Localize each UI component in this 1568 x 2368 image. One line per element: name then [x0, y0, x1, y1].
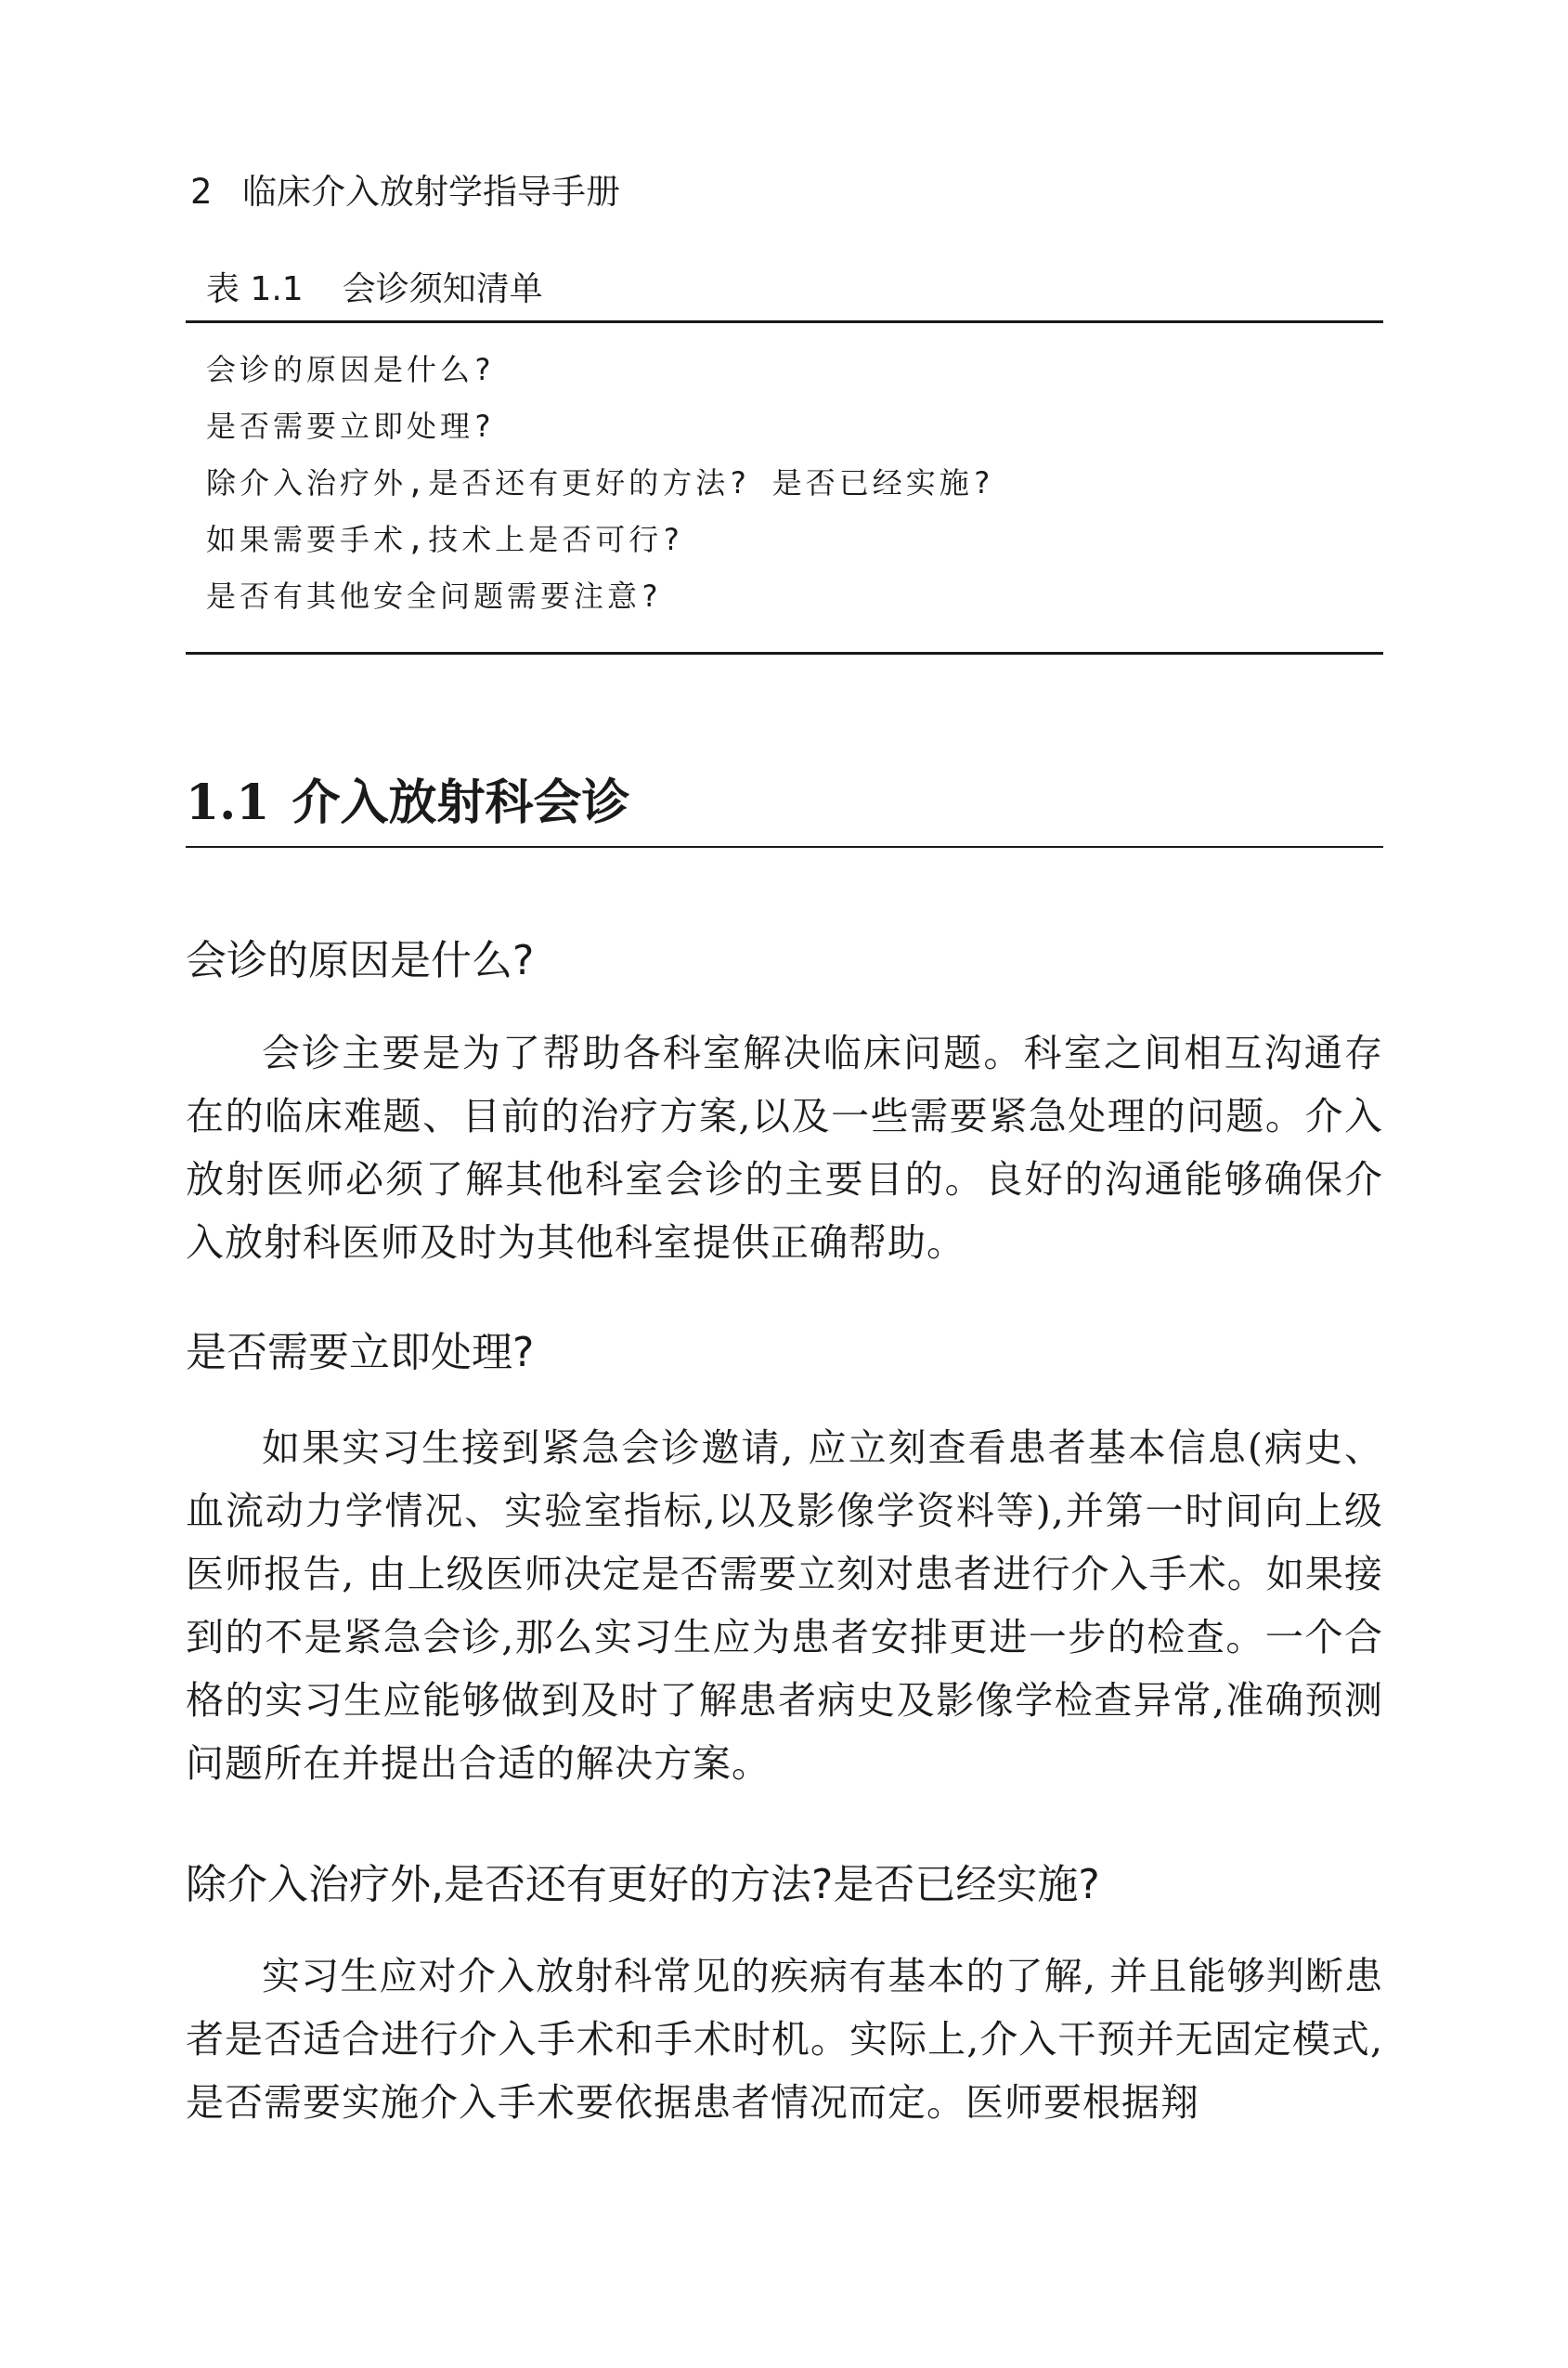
page-number: 2	[190, 172, 213, 212]
section-title: 介入放射科会诊	[292, 774, 630, 831]
subsection-heading: 会诊的原因是什么?	[186, 937, 535, 984]
running-head	[190, 169, 620, 215]
checklist-item: 是否需要立即处理?	[206, 409, 496, 444]
checklist-table	[206, 342, 1367, 625]
body-paragraph: 会诊主要是为了帮助各科室解决临床问题。科室之间相互沟通存在的临床难题、目前的治疗方案,以及一些需要紧急处理的问题。介入放射医师必须了解其他科室会诊的主要目的。良好的沟通能够确保介入放射科医师及时为其他科室提供正确帮助。	[186, 1031, 1383, 1265]
body-paragraph: 实习生应对介入放射科常见的疾病有基本的了解, 并且能够判断患者是否适合进行介入手术和手术时机。实际上,介入干预并无固定模式,是否需要实施介入手术要依据患者情况而定。医师要根据翔	[186, 1954, 1383, 2125]
body-paragraph: 如果实习生接到紧急会诊邀请, 应立刻查看患者基本信息(病史、血流动力学情况、实验室指标,以及影像学资料等),并第一时间向上级医师报告, 由上级医师决定是否需要立刻对患者进行介入手术。如果接到的不是紧急会诊,那么实习生应为患者安排更进一步的检查。一个合格的实习生应能够做到及时了解患者病史及影像学检查异常,准确预测问题所在并提出合适的解决方案。	[186, 1425, 1383, 1786]
table-number: 表 1.1	[206, 270, 304, 308]
book-title: 临床介入放射学指导手册	[242, 172, 620, 212]
table-bottom-rule	[186, 652, 1383, 655]
section-number: 1.1	[186, 774, 270, 831]
table-caption	[206, 267, 543, 312]
section-rule	[186, 846, 1383, 848]
section-heading	[186, 771, 1383, 836]
checklist-item: 是否有其他安全问题需要注意?	[206, 579, 663, 614]
table-title: 会诊须知清单	[342, 270, 543, 308]
subsection-heading: 是否需要立即处理?	[186, 1329, 535, 1376]
table-top-rule	[186, 320, 1383, 323]
checklist-item: 如果需要手术,技术上是否可行?	[206, 522, 684, 557]
checklist-item: 除介入治疗外,是否还有更好的方法? 是否已经实施?	[206, 465, 995, 501]
subsection-heading: 除介入治疗外,是否还有更好的方法?是否已经实施?	[186, 1861, 1100, 1908]
checklist-item: 会诊的原因是什么?	[206, 352, 496, 387]
